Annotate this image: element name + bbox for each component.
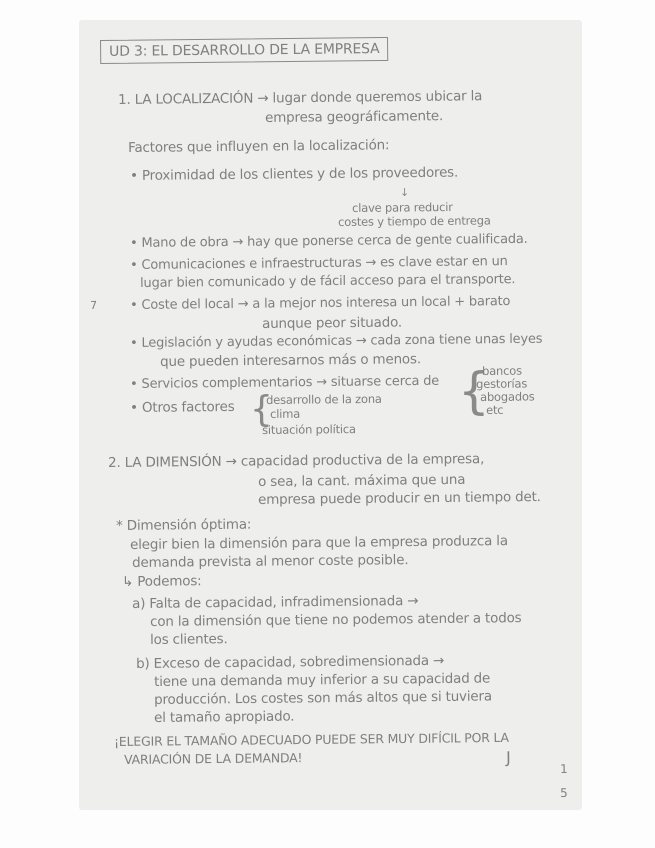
option-b-text3: el tamaño apropiado. (154, 708, 295, 726)
factores-heading: Factores que influyen en la localización: (128, 137, 390, 156)
option-b-heading: b) Exceso de capacidad, sobredimensionada → (136, 652, 445, 672)
servicios-item: bancos (482, 363, 522, 378)
final-note-line2: VARIACIÓN DE LA DEMANDA! (124, 750, 303, 767)
brace-icon: { (250, 389, 273, 430)
closing-mark: J (506, 747, 511, 767)
bullet-legislacion: • Legislación y ayudas económicas → cada zona tiene unas leyes (130, 331, 543, 351)
bullet-servicios: • Servicios complementarios → situarse cerca de (130, 373, 440, 392)
bullet-comunicaciones: • Comunicaciones e infraestructuras → es clave estar en un (130, 254, 508, 273)
servicios-item: abogados (480, 389, 535, 404)
option-b-text1: tiene una demanda muy inferior a su capacidad de (154, 670, 491, 690)
section1-heading-cont: empresa geográficamente. (265, 108, 444, 126)
bullet-mano-obra: • Mano de obra → hay que ponerse cerca de gente cualificada. (130, 231, 528, 251)
margin-mark: 7 (90, 298, 97, 312)
page-title: UD 3: EL DESARROLLO DE LA EMPRESA (100, 37, 389, 64)
option-a-heading: a) Falta de capacidad, infradimensionada → (132, 593, 419, 612)
otros-item: desarrollo de la zona (266, 391, 382, 407)
option-a-text1: con la dimensión que tiene no podemos atender a todos (150, 610, 522, 630)
option-b-text2: producción. Los costes son más altos que si tuviera (154, 688, 492, 708)
dimension-optima-text2: demanda prevista al menor coste posible. (132, 552, 409, 571)
down-arrow-icon: ↓ (400, 186, 410, 199)
servicios-item: etc (486, 402, 504, 417)
section2-heading: 2. LA DIMENSIÓN → capacidad productiva de la empresa, (108, 451, 485, 471)
otros-item: clima (270, 406, 301, 421)
bullet-proximidad-note1: clave para reducir (352, 199, 453, 215)
section2-heading-cont1: o sea, la cant. máxima que una (258, 471, 466, 490)
section1-heading: 1. LA LOCALIZACIÓN → lugar donde queremos ubicar la (118, 88, 483, 108)
bullet-comunicaciones-cont: lugar bien comunicado y de fácil acceso para el transporte. (140, 272, 516, 291)
bullet-proximidad-note2: costes y tiempo de entrega (338, 213, 491, 229)
bullet-otros: • Otros factores (130, 398, 235, 416)
servicios-item: gestorías (476, 376, 528, 391)
podemos-label: ↳ Podemos: (122, 573, 202, 590)
bullet-legislacion-cont: que pueden interesarnos más o menos. (160, 351, 421, 370)
bullet-coste-local: • Coste del local → a la mejor nos interesa un local + barato (130, 294, 511, 313)
bullet-coste-local-cont: aunque peor situado. (262, 314, 403, 332)
final-note-line1: ¡ELEGIR EL TAMAÑO ADECUADO PUEDE SER MUY DIFÍCIL POR LA (114, 729, 509, 749)
bullet-proximidad: • Proximidad de los clientes y de los proveedores. (130, 164, 459, 184)
option-a-text2: los clientes. (150, 631, 228, 648)
dimension-optima-text1: elegir bien la dimensión para que la empresa produzca la (130, 533, 508, 553)
brace-icon: { (458, 362, 490, 420)
page-number: 1 (560, 761, 568, 776)
otros-item: situación política (262, 422, 356, 437)
section2-heading-cont2: empresa puede producir en un tiempo det. (258, 489, 541, 508)
dimension-optima-heading: * Dimensión óptima: (116, 516, 252, 534)
page-number: 5 (560, 785, 568, 800)
